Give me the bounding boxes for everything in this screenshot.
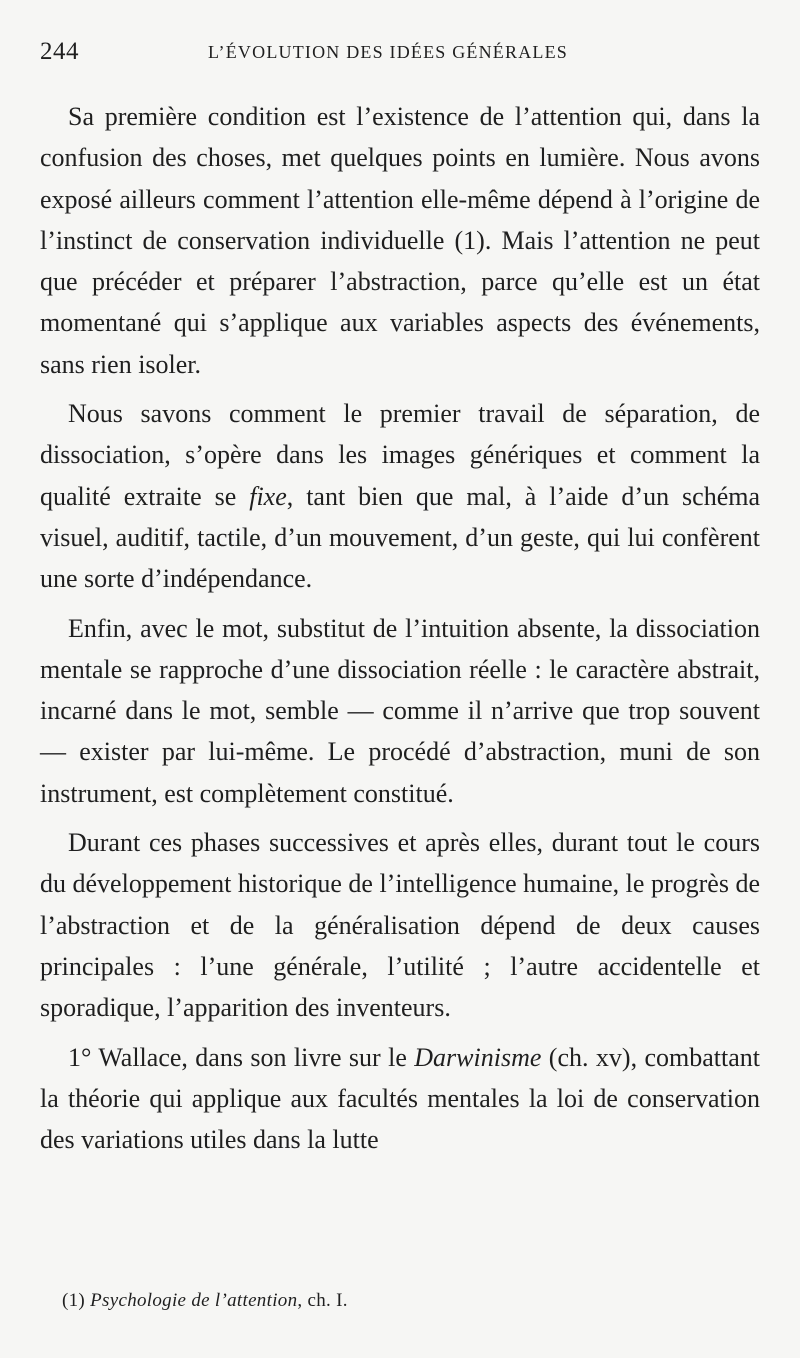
- paragraph-dissociation: [40, 393, 760, 599]
- paragraph-text: Enfin, avec le mot, substitut de l’intuition absente, la dissociation mentale se rapproche d’une dissociation réelle : le caractère abstrait, incarné dans le mot, semble — comme il n’arrive que trop souvent — exister par lui-même. Le procédé d’abstraction, muni de son instrument, est complètement constitué.: [40, 613, 760, 808]
- italic-title: Darwinisme: [414, 1042, 542, 1072]
- footnote-marker: (1): [62, 1290, 86, 1311]
- footnote-ref: , ch. I.: [297, 1290, 348, 1311]
- footnote: [62, 1290, 348, 1312]
- paragraph-attention: [40, 96, 760, 385]
- paragraph-text: , tant bien que mal, à l’aide d’un schéma visuel, auditif, tactile, d’un mouvement, d’un geste, qui lui confèrent une sorte d’indépendance.: [40, 481, 760, 594]
- paragraph-text: Durant ces phases successives et après elles, durant tout le cours du développement historique de l’intelligence humaine, le progrès de l’abstraction et de la généralisation dépend de deux causes principales : l’une générale, l’utilité ; l’autre accidentelle et sporadique, l’apparition des inventeurs.: [40, 828, 760, 1023]
- italic-term: fixe: [249, 481, 287, 511]
- body-text: [40, 96, 760, 1168]
- page-number: 244: [40, 38, 79, 65]
- paragraph-text: Nous savons comment le premier travail de séparation, de dissociation, s’opère dans les images génériques et comment la qualité extraite se: [40, 399, 760, 511]
- paragraph-wallace: [40, 1037, 760, 1161]
- running-title: L’ÉVOLUTION DES IDÉES GÉNÉRALES: [208, 42, 569, 62]
- paragraph-text: 1° Wallace, dans son livre sur le: [68, 1042, 415, 1072]
- page-header: [40, 38, 760, 72]
- footnote-title: Psychologie de l’attention: [90, 1290, 298, 1311]
- paragraph-phases: [40, 822, 760, 1028]
- paragraph-mot: [40, 608, 760, 814]
- paragraph-text: Sa première condition est l’existence de l’attention qui, dans la confusion des choses, met quelques points en lumière. Nous avons exposé ailleurs comment l’attention elle-même dépend à l’origine de l’instinct de conservation individuelle (1). Mais l’attention ne peut que précéder et préparer l’abstraction, parce qu’elle est un état momentané qui s’applique aux variables aspects des événements, sans rien isoler.: [40, 102, 760, 379]
- paragraph-text: (ch. xv), combattant la théorie qui applique aux facultés mentales la loi de conservation des variations utiles dans la lutte: [40, 1042, 760, 1155]
